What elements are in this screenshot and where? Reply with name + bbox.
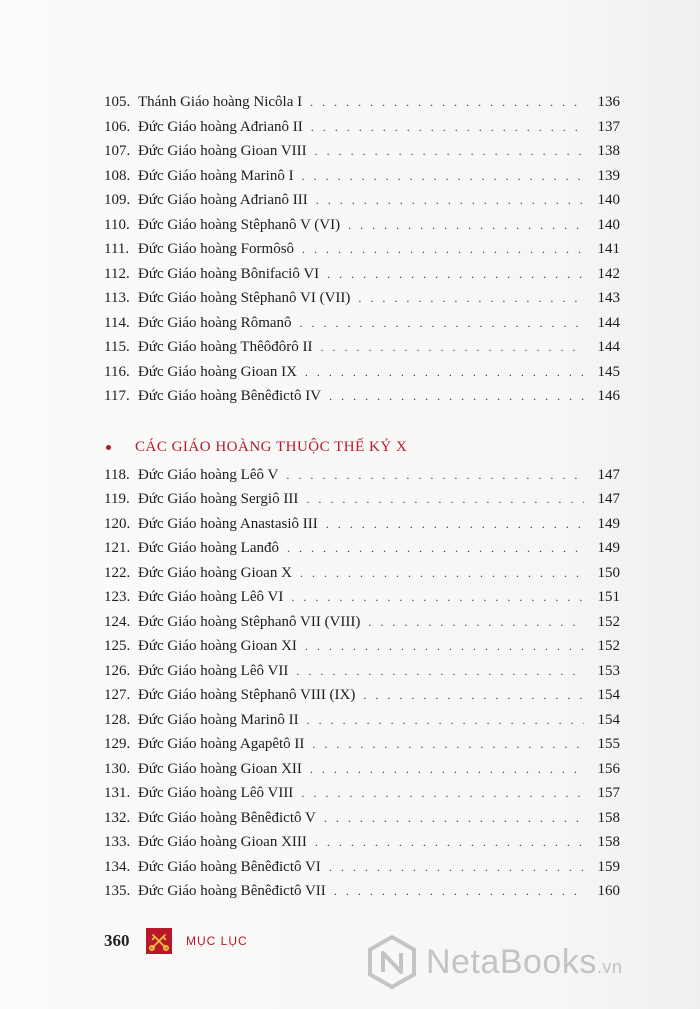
entry-number: 128. — [104, 711, 131, 728]
entry-title: Đức Giáo hoàng Lêô VI — [138, 589, 284, 605]
dot-leader — [310, 90, 584, 115]
dot-leader — [329, 384, 584, 409]
dot-leader — [300, 561, 584, 586]
entry-title: Đức Giáo hoàng Bênêđictô IV — [138, 388, 322, 404]
entry-page-number: 156 — [597, 760, 620, 777]
toc-entry — [104, 806, 620, 831]
entry-page-number: 151 — [597, 589, 620, 605]
entry-title: Đức Giáo hoàng Lêô V — [138, 466, 279, 483]
dot-leader — [302, 237, 584, 262]
entry-page-number: 145 — [597, 363, 620, 380]
entry-number: 111. — [104, 241, 130, 257]
entry-number: 135. — [104, 883, 131, 899]
toc-entry — [104, 213, 620, 238]
toc-entry — [104, 708, 620, 733]
entry-title: Đức Giáo hoàng Bônifaciô VI — [138, 265, 320, 282]
dot-leader — [363, 683, 584, 708]
dot-leader — [315, 830, 584, 855]
entry-page-number: 152 — [597, 638, 620, 654]
entry-number: 114. — [104, 314, 130, 331]
entry-title: Đức Giáo hoàng Thêôđôrô II — [138, 339, 313, 355]
toc-entry — [104, 634, 620, 659]
toc-entry — [104, 487, 620, 512]
dot-leader — [320, 335, 584, 360]
toc-entry — [104, 757, 620, 782]
entry-number: 110. — [104, 216, 130, 233]
toc-entry — [104, 610, 620, 635]
dot-leader — [326, 512, 584, 537]
entry-page-number: 144 — [597, 339, 620, 355]
entry-page-number: 155 — [597, 736, 620, 752]
entry-number: 130. — [104, 760, 131, 777]
dot-leader — [296, 659, 584, 684]
toc-entry — [104, 286, 620, 311]
toc-entry — [104, 536, 620, 561]
toc-entry — [104, 384, 620, 409]
entry-number: 105. — [104, 94, 131, 110]
dot-leader — [324, 806, 584, 831]
toc-entry — [104, 561, 620, 586]
toc-entry — [104, 855, 620, 880]
page-footer — [104, 928, 248, 954]
entry-title: Đức Giáo hoàng Lêô VIII — [138, 785, 294, 801]
entry-title: Đức Giáo hoàng Gioan XII — [138, 760, 302, 777]
entry-number: 131. — [104, 785, 131, 801]
entry-number: 118. — [104, 466, 130, 483]
entry-page-number: 157 — [597, 785, 620, 801]
entry-number: 108. — [104, 167, 131, 184]
dot-leader — [305, 634, 584, 659]
entry-page-number: 143 — [597, 290, 620, 306]
toc-group-tenth-century — [104, 463, 620, 904]
netabooks-logo-icon — [364, 934, 420, 990]
entry-number: 117. — [104, 388, 130, 404]
entry-title: Đức Giáo hoàng Lanđô — [138, 540, 280, 556]
entry-page-number: 136 — [597, 94, 620, 110]
entry-page-number: 142 — [597, 265, 620, 282]
entry-title: Đức Giáo hoàng Stêphanô VI (VII) — [138, 290, 351, 306]
entry-title: Đức Giáo hoàng Gioan X — [138, 564, 292, 581]
dot-leader — [315, 139, 584, 164]
entry-title: Đức Giáo hoàng Sergiô III — [138, 491, 299, 507]
entry-number: 126. — [104, 662, 131, 679]
entry-page-number: 154 — [597, 687, 620, 703]
toc-entry — [104, 512, 620, 537]
dot-leader — [310, 757, 584, 782]
entry-page-number: 153 — [597, 662, 620, 679]
entry-number: 129. — [104, 736, 131, 752]
entry-page-number: 152 — [597, 613, 620, 630]
dot-leader — [348, 213, 584, 238]
entry-page-number: 138 — [597, 143, 620, 159]
entry-page-number: 159 — [597, 858, 620, 875]
entry-page-number: 147 — [597, 466, 620, 483]
entry-page-number: 149 — [597, 540, 620, 556]
dot-leader — [329, 855, 584, 880]
entry-title: Đức Giáo hoàng Bênêđictô VI — [138, 858, 321, 875]
entry-title: Đức Giáo hoàng Agapêtô II — [138, 736, 305, 752]
entry-title: Đức Giáo hoàng Anastasiô III — [138, 515, 318, 532]
dot-leader — [307, 708, 584, 733]
entry-title: Đức Giáo hoàng Lêô VII — [138, 662, 289, 679]
dot-leader — [300, 311, 584, 336]
dot-leader — [327, 262, 584, 287]
toc-entry — [104, 683, 620, 708]
section-header — [104, 435, 620, 461]
entry-page-number: 149 — [597, 515, 620, 532]
toc-entry — [104, 781, 620, 806]
crossed-keys-icon — [146, 928, 172, 954]
entry-title: Đức Giáo hoàng Gioan IX — [138, 363, 297, 380]
entry-page-number: 158 — [597, 834, 620, 850]
entry-title: Đức Giáo hoàng Gioan XIII — [138, 834, 307, 850]
entry-title: Đức Giáo hoàng Rômanô — [138, 314, 292, 331]
toc-entry — [104, 115, 620, 140]
entry-title: Đức Giáo hoàng Gioan VIII — [138, 143, 307, 159]
entry-page-number: 158 — [597, 809, 620, 826]
entry-number: 123. — [104, 589, 131, 605]
entry-number: 106. — [104, 118, 131, 135]
watermark — [364, 934, 622, 990]
dot-leader — [368, 610, 584, 635]
entry-title: Đức Giáo hoàng Stêphanô V (VI) — [138, 216, 341, 233]
bullet-icon — [106, 445, 111, 450]
entry-title: Đức Giáo hoàng Marinô II — [138, 711, 299, 728]
entry-page-number: 147 — [597, 491, 620, 507]
toc-entry — [104, 311, 620, 336]
entry-number: 132. — [104, 809, 131, 826]
entry-title: Đức Giáo hoàng Stêphanô VII (VIII) — [138, 613, 361, 630]
entry-number: 116. — [104, 363, 130, 380]
entry-page-number: 141 — [597, 241, 620, 257]
toc-entry — [104, 830, 620, 855]
entry-page-number: 140 — [597, 216, 620, 233]
toc-entry — [104, 164, 620, 189]
entry-number: 120. — [104, 515, 131, 532]
entry-page-number: 154 — [597, 711, 620, 728]
entry-number: 134. — [104, 858, 131, 875]
toc-entry — [104, 90, 620, 115]
entry-title: Đức Giáo hoàng Formôsô — [138, 241, 295, 257]
dot-leader — [302, 164, 584, 189]
entry-number: 124. — [104, 613, 131, 630]
toc-entry — [104, 463, 620, 488]
toc-entry — [104, 188, 620, 213]
entry-number: 121. — [104, 540, 131, 556]
toc-entry — [104, 139, 620, 164]
entry-title: Đức Giáo hoàng Ađrianô II — [138, 118, 303, 135]
entry-page-number: 137 — [597, 118, 620, 135]
entry-number: 113. — [104, 290, 130, 306]
toc-entry — [104, 879, 620, 904]
entry-number: 112. — [104, 265, 130, 282]
entry-number: 119. — [104, 491, 130, 507]
dot-leader — [311, 115, 584, 140]
entry-title: Đức Giáo hoàng Gioan XI — [138, 638, 297, 654]
dot-leader — [312, 732, 584, 757]
entry-page-number: 160 — [597, 883, 620, 899]
entry-number: 127. — [104, 687, 131, 703]
entry-title: Đức Giáo hoàng Bênêđictô V — [138, 809, 316, 826]
entry-title: Đức Giáo hoàng Ađrianô III — [138, 192, 308, 208]
entry-number: 133. — [104, 834, 131, 850]
entry-page-number: 140 — [597, 192, 620, 208]
entry-number: 107. — [104, 143, 131, 159]
dot-leader — [358, 286, 584, 311]
entry-number: 109. — [104, 192, 131, 208]
page-number: 360 — [104, 931, 130, 950]
toc-entry — [104, 732, 620, 757]
dot-leader — [287, 536, 584, 561]
entry-page-number: 144 — [597, 314, 620, 331]
dot-leader — [305, 360, 584, 385]
entry-title: Đức Giáo hoàng Stêphanô VIII (IX) — [138, 687, 356, 703]
toc-entry — [104, 659, 620, 684]
entry-page-number: 139 — [597, 167, 620, 184]
toc-entry — [104, 585, 620, 610]
watermark-suffix: .vn — [596, 956, 623, 977]
dot-leader — [334, 879, 584, 904]
entry-title: Thánh Giáo hoàng Nicôla I — [138, 94, 303, 110]
entry-number: 125. — [104, 638, 131, 654]
dot-leader — [306, 487, 584, 512]
entry-page-number: 146 — [597, 388, 620, 404]
entry-number: 122. — [104, 564, 131, 581]
dot-leader — [316, 188, 584, 213]
dot-leader — [301, 781, 584, 806]
toc-entry — [104, 237, 620, 262]
dot-leader — [286, 463, 584, 488]
table-of-contents — [104, 90, 620, 904]
section-heading: CÁC GIÁO HOÀNG THUỘC THẾ KỶ X — [135, 439, 408, 455]
entry-title: Đức Giáo hoàng Bênêđictô VII — [138, 883, 326, 899]
entry-number: 115. — [104, 339, 130, 355]
watermark-text — [426, 943, 622, 982]
toc-group-ninth-century — [104, 90, 620, 409]
toc-entry — [104, 360, 620, 385]
entry-page-number: 150 — [597, 564, 620, 581]
dot-leader — [291, 585, 584, 610]
footer-label: MỤC LỤC — [186, 934, 248, 948]
watermark-brand: NetaBooks — [426, 942, 597, 981]
toc-entry — [104, 335, 620, 360]
entry-title: Đức Giáo hoàng Marinô I — [138, 167, 294, 184]
toc-entry — [104, 262, 620, 287]
